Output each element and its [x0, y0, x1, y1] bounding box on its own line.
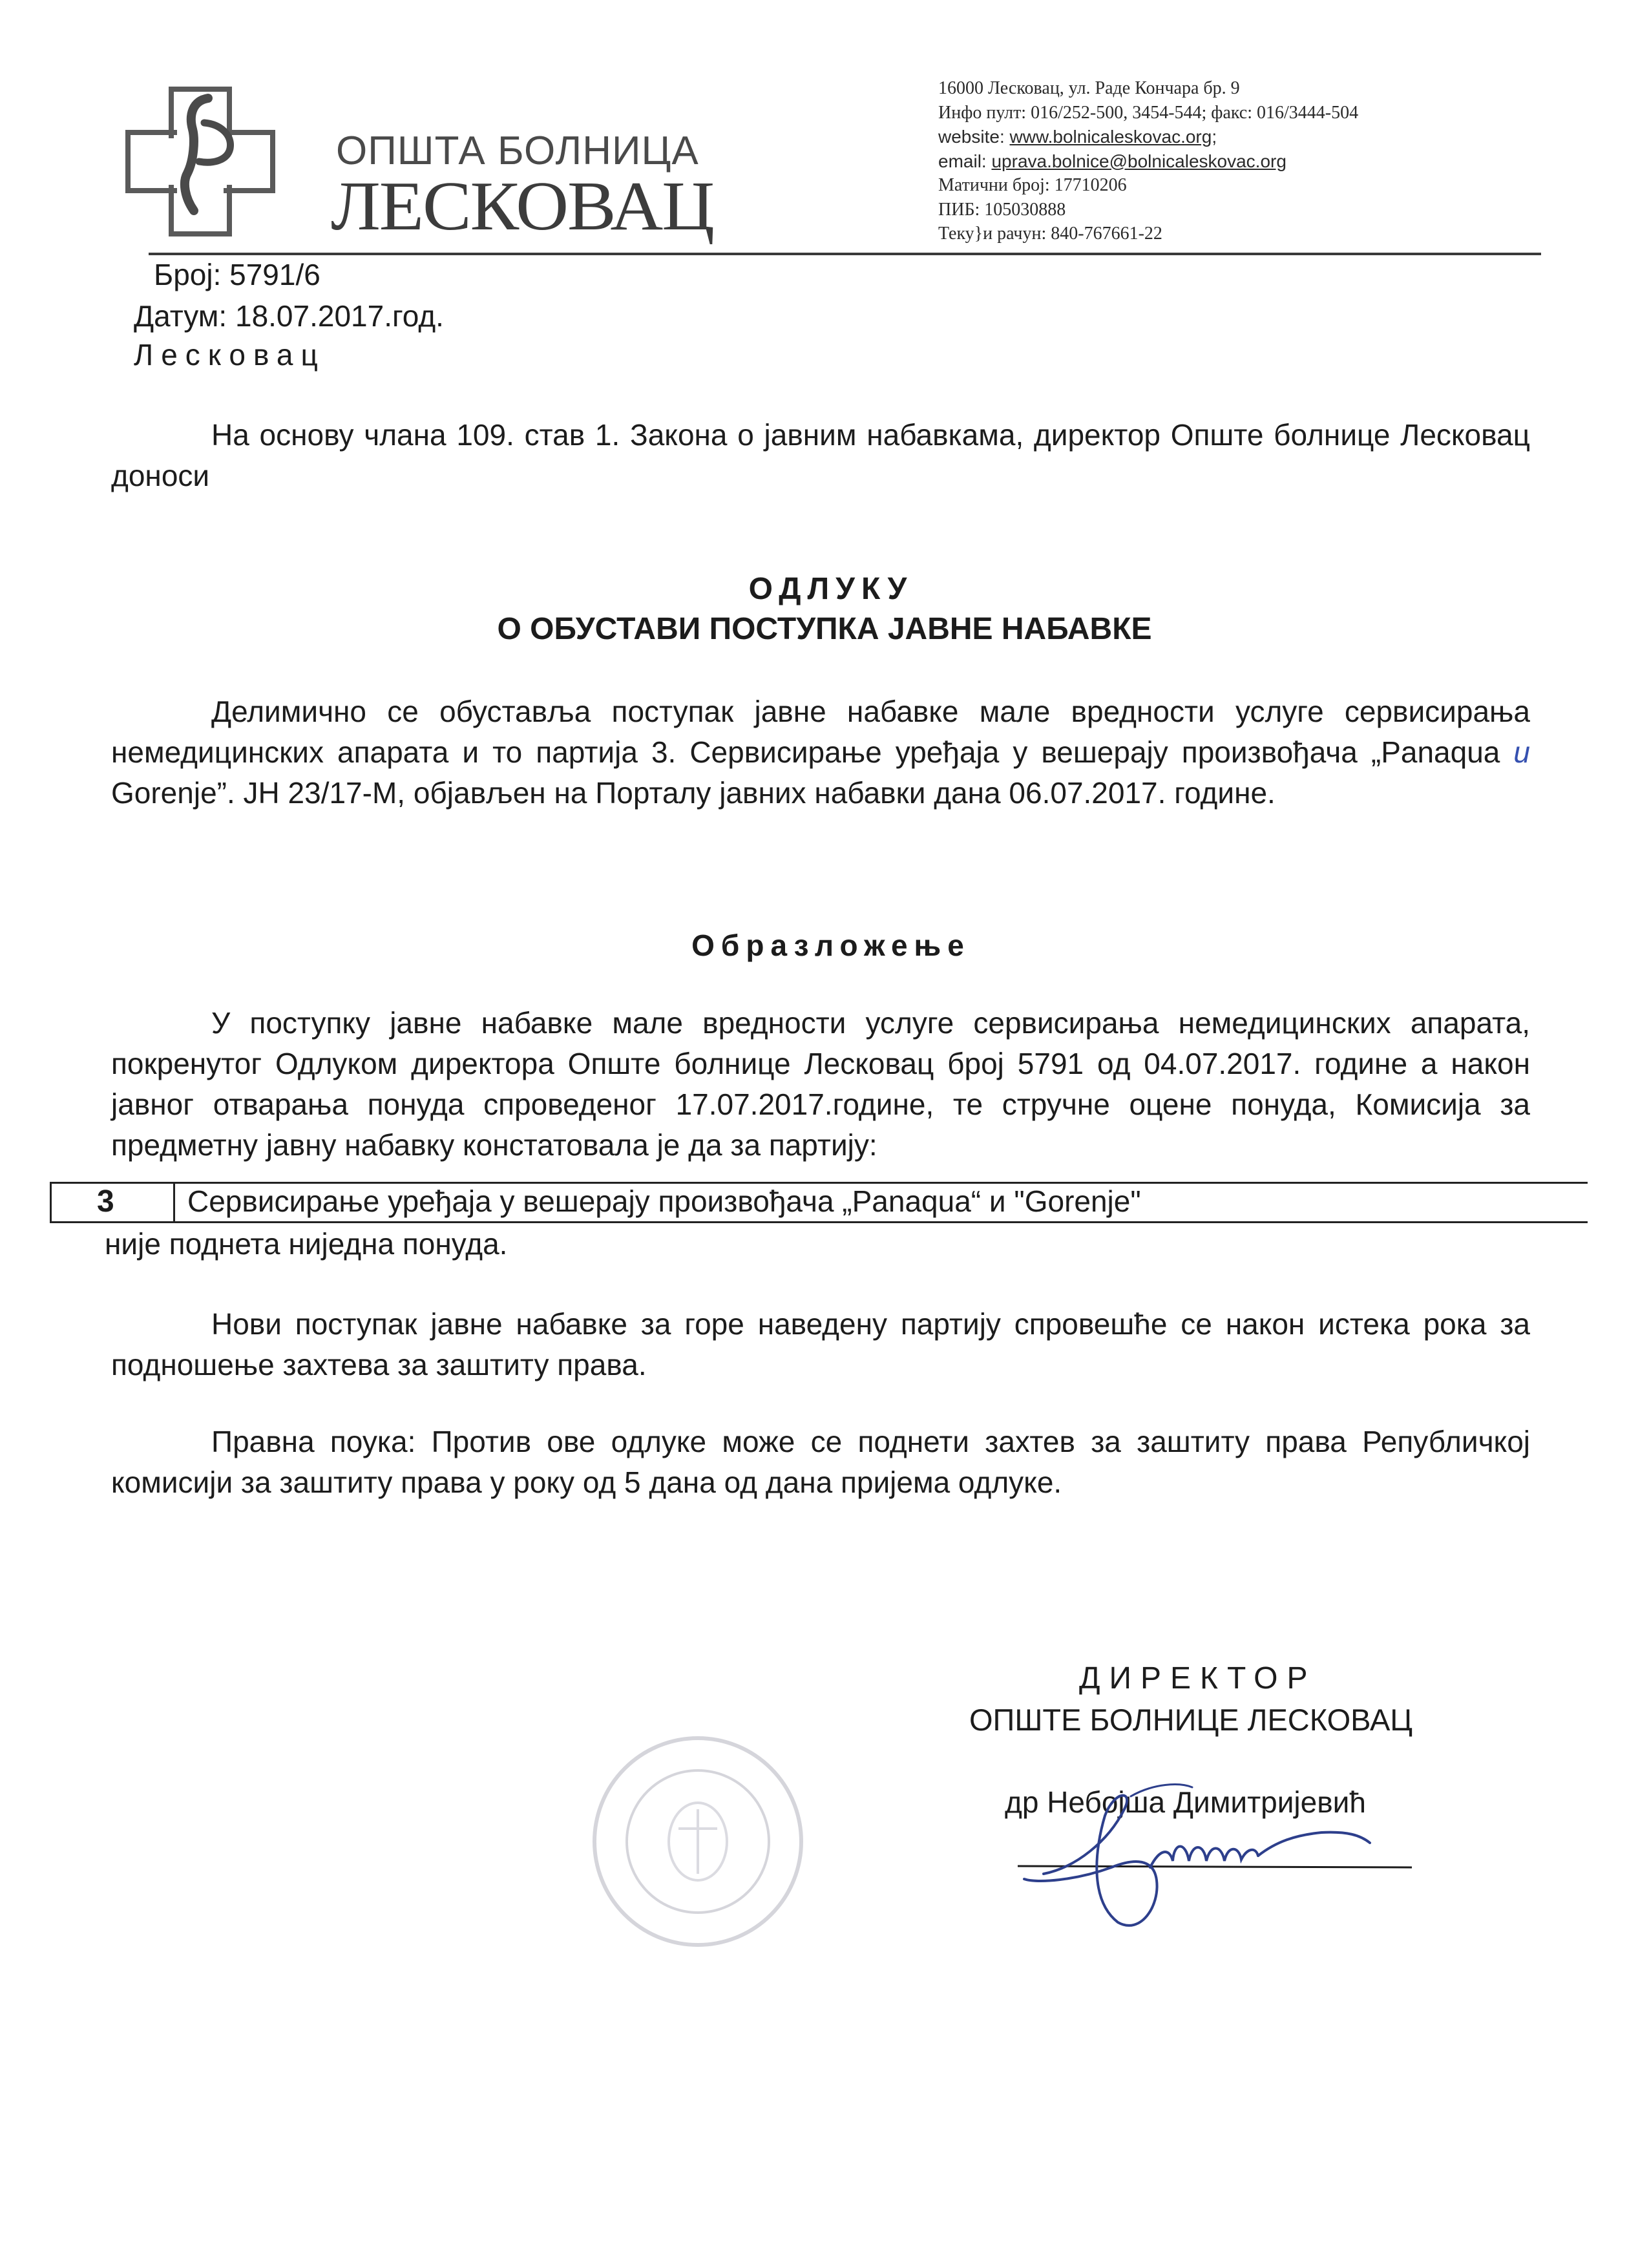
decision-text-start: Делимично се обуставља поступак јавне набавке мале вредности услуге сервисирања немедицинских апарата и то партија 3. Сервисирање уређаја у вешерају произвођача „Panaqua — [111, 695, 1530, 769]
lot-number: 3 — [97, 1184, 114, 1219]
table-left-border — [50, 1182, 52, 1223]
hospital-cross-logo-icon — [123, 84, 278, 239]
new-procedure-paragraph: Нови поступак јавне набавке за горе наведену партију спровешће се након истека рока за подношење захтева за заштиту права. — [111, 1307, 1530, 1381]
registration-number: Матични број: 17710206 — [938, 175, 1127, 195]
phone-fax: Инфо пулт: 016/252-500, 3454-544; факс: 016/3444-504 — [938, 102, 1359, 123]
table-column-separator — [173, 1182, 175, 1223]
email-link[interactable]: uprava.bolnice@bolnicaleskovac.org — [991, 151, 1287, 171]
website-line — [938, 125, 1520, 149]
intro-paragraph: На основу члана 109. став 1. Закона о јавним набавкама, директор Опште болнице Лесковац доноси — [111, 418, 1530, 492]
decision-subject: О ОБУСТАВИ ПОСТУПКА ЈАВНЕ НАБАВКЕ — [497, 612, 1152, 646]
signatory-title: ДИРЕКТОР — [1079, 1661, 1317, 1696]
handwritten-signature — [998, 1770, 1451, 1938]
document-city: Лесковац — [134, 338, 326, 372]
email-line — [938, 149, 1520, 174]
signatory-name: др Небојша Димитријевић — [1005, 1785, 1366, 1819]
tax-id: ПИБ: 105030888 — [938, 199, 1066, 220]
decision-paragraph — [111, 691, 1530, 814]
no-offers-text: није поднета ниједна понуда. — [105, 1227, 508, 1261]
signatory-organization: ОПШТЕ БОЛНИЦЕ ЛЕСКОВАЦ — [969, 1703, 1413, 1737]
letterhead-divider — [149, 253, 1541, 255]
address: 16000 Лесковац, ул. Раде Кончара бр. 9 — [938, 78, 1240, 98]
bank-account: Теку}и рачун: 840-767661-22 — [938, 224, 1162, 244]
official-seal-stamp — [582, 1725, 814, 1958]
document-number: Број: 5791/6 — [154, 258, 320, 291]
handwritten-correction: и — [1513, 735, 1530, 769]
document-date: Датум: 18.07.2017.год. — [134, 299, 444, 333]
website-label: website: — [938, 127, 1010, 147]
legal-remedy-paragraph: Правна поука: Против ове одлуке може се поднети захтев за заштиту права Републичкој комисији за заштиту права у року од 5 дана од дана пријема одлуке. — [111, 1425, 1530, 1499]
hospital-name-line2: ЛЕСКОВАЦ — [331, 168, 714, 245]
explanation-title: Образложење — [691, 929, 971, 962]
email-label: email: — [938, 151, 992, 171]
hospital-name-line1: ОПШТА БОЛНИЦА — [336, 129, 699, 173]
decision-text-end: Gorenje”. ЈН 23/17-М, објављен на Порталу јавних набавки дана 06.07.2017. године. — [111, 776, 1276, 810]
decision-title: ОДЛУКУ — [748, 572, 914, 606]
contact-block — [938, 76, 1520, 246]
explanation-paragraph: У поступку јавне набавке мале вредности услуге сервисирања немедицинских апарата, покренутог Одлуком директора Опште болнице Лесковац број 5791 од 04.07.2017. године а након јавног отварања понуда спроведеног 17.07.2017.године, те стручне оцене понуда, Комисија за предметну јавну набавку констатовала је да за партију: — [111, 1006, 1530, 1162]
website-link[interactable]: www.bolnicaleskovac.org — [1009, 127, 1212, 147]
website-suffix: ; — [1212, 127, 1217, 147]
lot-description: Сервисирање уређаја у вешерају произвођача „Panaqua“ и "Gorenje" — [187, 1184, 1141, 1218]
